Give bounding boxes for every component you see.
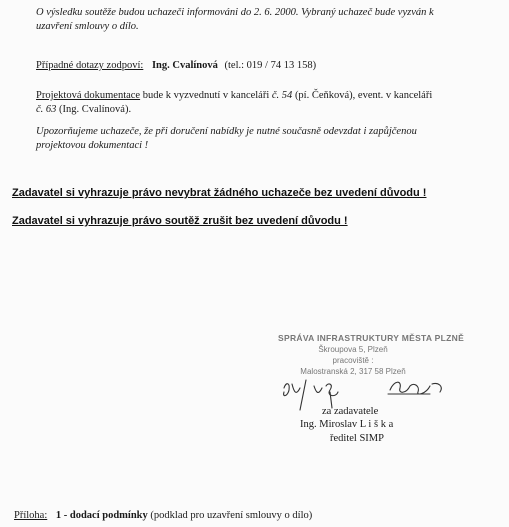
stamp-workplace-label: pracoviště : bbox=[332, 356, 374, 365]
stamp-address: Škroupova 5, Plzeň bbox=[318, 345, 388, 354]
reservation-cancel: Zadavatel si vyhrazuje právo soutěž zrušit bez uvedení důvodu ! bbox=[12, 215, 348, 227]
stamp-title: SPRÁVA INFRASTRUKTURY MĚSTA PLZNĚ bbox=[278, 333, 465, 343]
project-doc-label: Projektová dokumentace bbox=[36, 90, 141, 101]
office-number-1: č. 54 bbox=[271, 90, 293, 101]
notice-line1: Upozorňujeme uchazeče, že při doručení nabídky je nutné současně odevzdat i zapůjčenou bbox=[36, 126, 417, 137]
result-paragraph-line2: uzavření smlouvy o dílo. bbox=[36, 21, 139, 32]
office-person-1: (pí. Čeňková), event. v kanceláři bbox=[294, 90, 433, 101]
attachment-label: Příloha: bbox=[14, 510, 48, 521]
stamp-workplace-address: Malostranská 2, 317 58 Plzeň bbox=[300, 367, 406, 376]
on-behalf-label: za zadavatele bbox=[322, 406, 379, 417]
office-person-2: (Ing. Cvalínová). bbox=[59, 104, 132, 115]
attachment-item: 1 - dodací podmínky bbox=[55, 510, 148, 521]
questions-label: Případné dotazy zodpoví: bbox=[36, 60, 144, 71]
project-doc-text: bude k vyzvednutí v kanceláři bbox=[142, 90, 270, 101]
questions-line bbox=[36, 59, 316, 72]
reservation-no-selection: Zadavatel si vyhrazuje právo nevybrat žádného uchazeče bez uvedení důvodu ! bbox=[12, 187, 427, 199]
notice-line2: projektovou dokumentaci ! bbox=[36, 140, 149, 151]
signatory-title: ředitel SIMP bbox=[330, 433, 384, 444]
signatory-name: Ing. Miroslav L i š k a bbox=[300, 419, 394, 430]
project-doc-line2 bbox=[36, 103, 131, 116]
contact-phone: (tel.: 019 / 74 13 158) bbox=[224, 60, 317, 71]
project-doc-line1 bbox=[36, 89, 432, 102]
contact-name: Ing. Cvalínová bbox=[151, 60, 218, 71]
attachment-line bbox=[14, 509, 312, 522]
attachment-description: (podklad pro uzavření smlouvy o dílo) bbox=[150, 510, 313, 521]
office-stamp bbox=[278, 333, 465, 377]
result-paragraph-line1: O výsledku soutěže budou uchazeči informováni do 2. 6. 2000. Vybraný uchazeč bude vyzván k bbox=[36, 7, 434, 18]
office-number-2: č. 63 bbox=[36, 104, 57, 115]
